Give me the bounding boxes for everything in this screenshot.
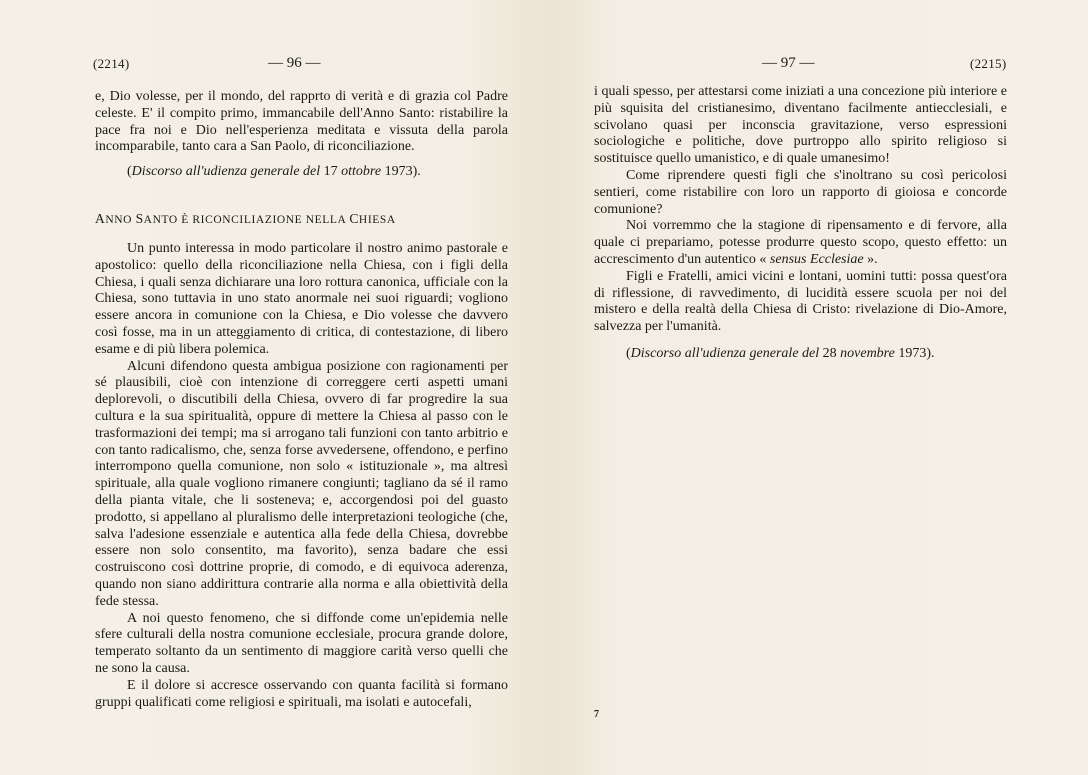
body-paragraph: Alcuni difendono questa ambigua posizione con ragionamenti per sé plausibili, cioè con intenzione di correggere certi aspetti umani deplorevoli, o discutibili della Chiesa, ovvero di far progredire la sua cultura e la sua spiritualità, oppure di mettere la Chiesa al passo con le trasformazioni dei tempi; ma si arrogano tali funzioni con tanto arbitrio e con tanto radicalismo, che, senza forse avvedersene, offendono, e perfino interrompono quella comunione, non solo « istituzionale », ma altresì spirituale, alla quale vogliono rimanere congiunti; tagliano da sé il ramo della pianta vitale, che li sosteneva; e, accorgendosi poi del guasto prodotto, si appellano al pluralismo delle interpretazioni teologiche (che, salva l'adesione essenziale e autentica alla fede della Chiesa, dovrebbe essere non solo consentito, ma favorito), senza badare che essi costruiscono così dottrine proprie, di comodo, e di equivoca aderenza, quando non siano addirittura contrarie alla norma e alla obiettività della fede stessa. bbox=[95, 358, 508, 609]
page-folio-left: — 96 — bbox=[268, 55, 321, 71]
body-paragraph: i quali spesso, per attestarsi come iniziati a una concezione più interiore e più squisita del cristianesimo, diventano facilmente antiecclesiali, e scivolano quasi per inconscia gravitazione, verso espressioni sociologiche e politiche, dove purtroppo allo spirito religioso si sostituisce quello umanistico, e di quale umanesimo! bbox=[594, 84, 1007, 167]
signature-mark: 7 bbox=[594, 709, 599, 720]
body-paragraph-sensus: Noi vorremmo che la stagione di ripensamento e di fervore, alla quale ci prepariamo, potesse produrre questo scopo, questo effetto: un accrescimento d'un autentico « sensus Ecclesiae ». bbox=[594, 218, 1007, 267]
left-body-text bbox=[95, 241, 508, 711]
body-paragraph: Figli e Fratelli, amici vicini e lontani, uomini tutti: possa quest'ora di riflessione, di ravvedimento, di lucidità essere scuola per noi del mistero e della realtà della Chiesa di Cristo: rivelazione di Dio-Amore, salvezza per l'umanità. bbox=[594, 268, 1007, 335]
right-body-text bbox=[594, 84, 1007, 362]
running-number-right: (2215) bbox=[970, 56, 1007, 71]
citation-right: (Discorso all'udienza generale del 28 novembre 1973). bbox=[626, 345, 935, 361]
running-number-left: (2214) bbox=[93, 56, 130, 71]
right-page bbox=[549, 0, 1088, 775]
body-paragraph: A noi questo fenomeno, che si diffonde come un'epidemia nelle sfere culturali della nostra comunione ecclesiale, procura grande dolore, temperato soltanto da un sentimento di maggiore carità verso quelli che ne sono la causa. bbox=[95, 610, 508, 676]
opening-paragraph: e, Dio volesse, per il mondo, del rapprto di verità e di grazia col Padre celeste. E' il compito primo, immancabile dell'Anno Santo: ristabilire la pace fra noi e Dio nell'esperienza meditata e vissuta della parola incomparabile, tanto cara a San Paolo, di riconciliazione. bbox=[95, 89, 508, 155]
page-folio-right: — 97 — bbox=[762, 55, 815, 71]
body-paragraph: Un punto interessa in modo particolare il nostro animo pastorale e apostolico: quello della riconciliazione nella Chiesa, con i figli della Chiesa, i quali senza dichiarare una loro rottura canonica, ufficiale con la Chiesa, sono tuttavia in uno stato anormale nei suoi riguardi; vogliono essere ancora in comunione con la Chiesa, e Dio volesse che davvero così fosse, ma in un atteggiamento di critica, di contestazione, di libero esame e di più libera polemica. bbox=[95, 241, 508, 357]
body-paragraph: E il dolore si accresce osservando con quanta facilità si formano gruppi qualificati come religiosi e spirituali, ma isolati e autocefali, bbox=[95, 677, 508, 710]
citation-left: (Discorso all'udienza generale del 17 ottobre 1973). bbox=[127, 164, 421, 180]
opening-paragraph-block bbox=[95, 89, 508, 180]
body-paragraph: Come riprendere questi figli che s'inoltrano su così pericolosi sentieri, come ristabilire con loro un rapporto di gioiosa e concorde comunione? bbox=[594, 167, 1007, 217]
section-heading: ANNO SANTO È RICONCILIAZIONE NELLA CHIESA bbox=[95, 211, 396, 226]
